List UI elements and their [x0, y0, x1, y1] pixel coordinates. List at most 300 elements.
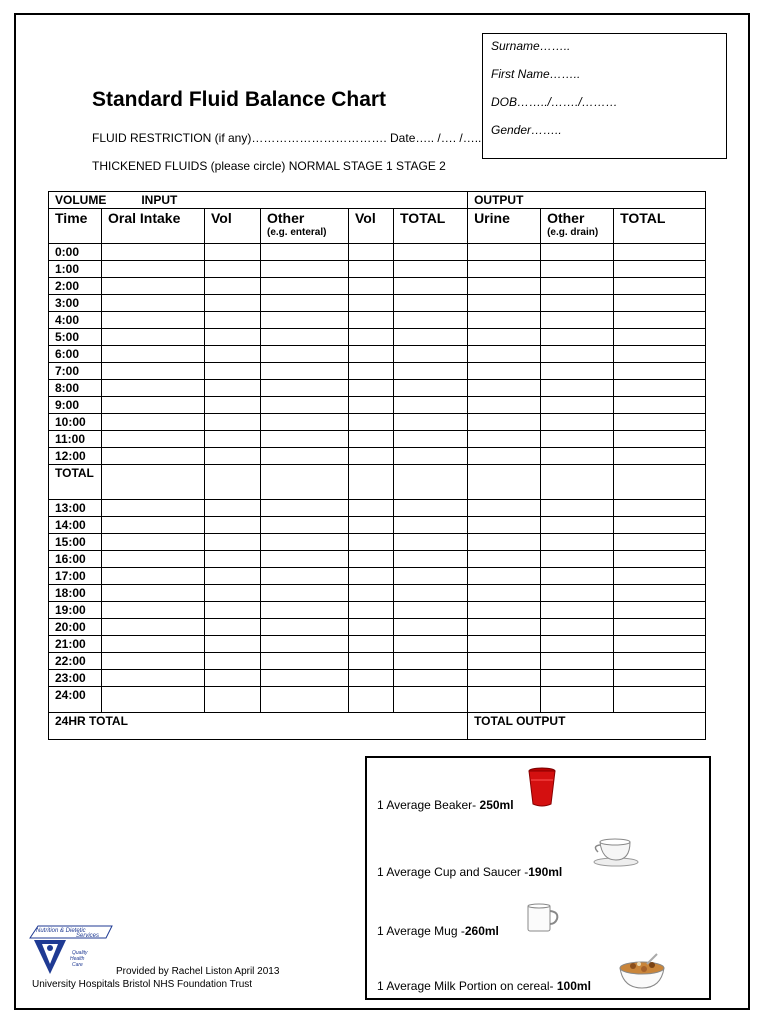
- entry-cell[interactable]: [205, 551, 261, 568]
- gender-field: Gender……..: [491, 123, 562, 137]
- entry-cell[interactable]: [468, 431, 541, 448]
- total-output-label: TOTAL OUTPUT: [468, 713, 706, 740]
- table-column-header: [49, 209, 706, 244]
- entry-cell[interactable]: [261, 653, 349, 670]
- entry-cell[interactable]: [468, 517, 541, 534]
- input-label: INPUT: [141, 193, 178, 207]
- entry-cell[interactable]: [102, 687, 205, 713]
- entry-cell[interactable]: [102, 568, 205, 585]
- col-other-output-sub: (e.g. drain): [547, 227, 599, 238]
- entry-cell[interactable]: [468, 329, 541, 346]
- entry-cell[interactable]: [205, 414, 261, 431]
- time-cell: 24:00: [49, 687, 102, 713]
- fluid-balance-table: [48, 191, 706, 740]
- entry-cell[interactable]: [349, 363, 394, 380]
- surname-field: Surname……..: [491, 39, 571, 53]
- table-row: [49, 244, 706, 261]
- entry-cell[interactable]: [541, 585, 614, 602]
- col-other-output-label: Other: [547, 210, 585, 226]
- entry-cell[interactable]: [205, 619, 261, 636]
- entry-cell[interactable]: [102, 397, 205, 414]
- entry-cell[interactable]: [205, 244, 261, 261]
- entry-cell[interactable]: [102, 585, 205, 602]
- entry-cell[interactable]: [468, 363, 541, 380]
- entry-cell[interactable]: [541, 295, 614, 312]
- entry-cell[interactable]: [261, 397, 349, 414]
- entry-cell[interactable]: [614, 329, 706, 346]
- entry-cell[interactable]: [261, 670, 349, 687]
- entry-cell[interactable]: [468, 397, 541, 414]
- entry-cell[interactable]: [349, 329, 394, 346]
- entry-cell[interactable]: [349, 568, 394, 585]
- entry-cell[interactable]: [541, 534, 614, 551]
- entry-cell[interactable]: [394, 380, 468, 397]
- entry-cell[interactable]: [541, 670, 614, 687]
- table-row: [49, 551, 706, 568]
- table-row: [49, 585, 706, 602]
- entry-cell[interactable]: [349, 346, 394, 363]
- entry-cell[interactable]: [614, 278, 706, 295]
- entry-cell[interactable]: [541, 687, 614, 713]
- entry-cell[interactable]: [261, 619, 349, 636]
- entry-cell[interactable]: [349, 465, 394, 500]
- entry-cell[interactable]: [102, 329, 205, 346]
- entry-cell[interactable]: [205, 534, 261, 551]
- entry-cell[interactable]: [614, 244, 706, 261]
- entry-cell[interactable]: [205, 670, 261, 687]
- entry-cell[interactable]: [205, 329, 261, 346]
- entry-cell[interactable]: [205, 687, 261, 713]
- entry-cell[interactable]: [394, 534, 468, 551]
- entry-cell[interactable]: [614, 636, 706, 653]
- time-cell: 1:00: [49, 261, 102, 278]
- table-row: [49, 500, 706, 517]
- time-cell: 3:00: [49, 295, 102, 312]
- entry-cell[interactable]: [394, 261, 468, 278]
- entry-cell[interactable]: [394, 244, 468, 261]
- entry-cell[interactable]: [541, 278, 614, 295]
- entry-cell[interactable]: [205, 295, 261, 312]
- entry-cell[interactable]: [468, 653, 541, 670]
- entry-cell[interactable]: [205, 568, 261, 585]
- entry-cell[interactable]: [541, 568, 614, 585]
- entry-cell[interactable]: [614, 602, 706, 619]
- time-cell: 11:00: [49, 431, 102, 448]
- entry-cell[interactable]: [205, 261, 261, 278]
- entry-cell[interactable]: [394, 500, 468, 517]
- col-oral-intake: Oral Intake: [102, 209, 205, 244]
- table-row: [49, 687, 706, 713]
- entry-cell[interactable]: [102, 244, 205, 261]
- entry-cell[interactable]: [468, 585, 541, 602]
- entry-cell[interactable]: [394, 568, 468, 585]
- entry-cell[interactable]: [205, 653, 261, 670]
- time-cell: 10:00: [49, 414, 102, 431]
- table-row: [49, 380, 706, 397]
- entry-cell[interactable]: [541, 500, 614, 517]
- entry-cell[interactable]: [394, 619, 468, 636]
- entry-cell[interactable]: [261, 261, 349, 278]
- table-row: [49, 653, 706, 670]
- entry-cell[interactable]: [468, 465, 541, 500]
- entry-cell[interactable]: [394, 465, 468, 500]
- svg-text:Health: Health: [70, 956, 85, 962]
- entry-cell[interactable]: [102, 465, 205, 500]
- entry-cell[interactable]: [261, 636, 349, 653]
- entry-cell[interactable]: [614, 670, 706, 687]
- entry-cell[interactable]: [261, 448, 349, 465]
- entry-cell[interactable]: [614, 363, 706, 380]
- entry-cell[interactable]: [261, 534, 349, 551]
- entry-cell[interactable]: [541, 619, 614, 636]
- col-time: Time: [49, 209, 102, 244]
- entry-cell[interactable]: [261, 346, 349, 363]
- entry-cell[interactable]: [102, 517, 205, 534]
- entry-cell[interactable]: [349, 636, 394, 653]
- entry-cell[interactable]: [541, 397, 614, 414]
- entry-cell[interactable]: [205, 500, 261, 517]
- entry-cell[interactable]: [102, 500, 205, 517]
- time-cell: 4:00: [49, 312, 102, 329]
- entry-cell[interactable]: [394, 517, 468, 534]
- entry-cell[interactable]: [349, 619, 394, 636]
- time-cell: 15:00: [49, 534, 102, 551]
- entry-cell[interactable]: [541, 653, 614, 670]
- entry-cell[interactable]: [349, 278, 394, 295]
- entry-cell[interactable]: [349, 414, 394, 431]
- entry-cell[interactable]: [205, 636, 261, 653]
- entry-cell[interactable]: [394, 414, 468, 431]
- entry-cell[interactable]: [102, 346, 205, 363]
- entry-cell[interactable]: [614, 687, 706, 713]
- entry-cell[interactable]: [205, 380, 261, 397]
- time-cell: 13:00: [49, 500, 102, 517]
- time-cell: TOTAL: [49, 465, 102, 500]
- table-row: [49, 670, 706, 687]
- entry-cell[interactable]: [102, 602, 205, 619]
- volume-label: VOLUME: [55, 193, 107, 207]
- entry-cell[interactable]: [394, 585, 468, 602]
- entry-cell[interactable]: [349, 670, 394, 687]
- entry-cell[interactable]: [468, 602, 541, 619]
- guide-beaker-text: 1 Average Beaker-: [377, 798, 480, 812]
- entry-cell[interactable]: [468, 244, 541, 261]
- entry-cell[interactable]: [614, 551, 706, 568]
- entry-cell[interactable]: [394, 636, 468, 653]
- entry-cell[interactable]: [205, 278, 261, 295]
- entry-cell[interactable]: [205, 585, 261, 602]
- entry-cell[interactable]: [261, 585, 349, 602]
- guide-mug-text: 1 Average Mug -: [377, 924, 465, 938]
- time-cell: 0:00: [49, 244, 102, 261]
- entry-cell[interactable]: [394, 653, 468, 670]
- table-row: [49, 448, 706, 465]
- entry-cell[interactable]: [102, 312, 205, 329]
- table-row: [49, 346, 706, 363]
- red-cup-icon: [527, 766, 557, 808]
- cereal-bowl-icon: [617, 952, 667, 990]
- svg-text:Nutrition & Dietetic: Nutrition & Dietetic: [36, 928, 86, 934]
- entry-cell[interactable]: [261, 517, 349, 534]
- entry-cell[interactable]: [541, 244, 614, 261]
- table-group-header: [49, 192, 706, 209]
- entry-cell[interactable]: [541, 465, 614, 500]
- entry-cell[interactable]: [468, 261, 541, 278]
- entry-cell[interactable]: [261, 363, 349, 380]
- entry-cell[interactable]: [349, 653, 394, 670]
- entry-cell[interactable]: [261, 295, 349, 312]
- entry-cell[interactable]: [205, 397, 261, 414]
- entry-cell[interactable]: [468, 636, 541, 653]
- entry-cell[interactable]: [261, 568, 349, 585]
- time-cell: 2:00: [49, 278, 102, 295]
- entry-cell[interactable]: [394, 363, 468, 380]
- entry-cell[interactable]: [349, 500, 394, 517]
- fluid-restriction-line: FLUID RESTRICTION (if any)……………………………. Date….. /…. /…..: [92, 131, 482, 145]
- time-cell: 5:00: [49, 329, 102, 346]
- entry-cell[interactable]: [205, 465, 261, 500]
- thickened-fluids-line: THICKENED FLUIDS (please circle) NORMAL STAGE 1 STAGE 2: [92, 159, 446, 173]
- entry-cell[interactable]: [468, 380, 541, 397]
- entry-cell[interactable]: [205, 312, 261, 329]
- entry-cell[interactable]: [614, 261, 706, 278]
- first-name-field: First Name……..: [491, 67, 581, 81]
- entry-cell[interactable]: [614, 500, 706, 517]
- table-row: [49, 465, 706, 500]
- entry-cell[interactable]: [541, 448, 614, 465]
- entry-cell[interactable]: [349, 312, 394, 329]
- time-cell: 16:00: [49, 551, 102, 568]
- col-other-input: [261, 209, 349, 244]
- entry-cell[interactable]: [614, 312, 706, 329]
- col-other-output: [541, 209, 614, 244]
- time-cell: 18:00: [49, 585, 102, 602]
- col-urine: Urine: [468, 209, 541, 244]
- entry-cell[interactable]: [614, 619, 706, 636]
- time-cell: 6:00: [49, 346, 102, 363]
- entry-cell[interactable]: [614, 585, 706, 602]
- table-row: [49, 414, 706, 431]
- entry-cell[interactable]: [102, 380, 205, 397]
- entry-cell[interactable]: [614, 568, 706, 585]
- entry-cell[interactable]: [394, 295, 468, 312]
- time-cell: 17:00: [49, 568, 102, 585]
- time-cell: 8:00: [49, 380, 102, 397]
- entry-cell[interactable]: [102, 619, 205, 636]
- entry-cell[interactable]: [261, 465, 349, 500]
- entry-cell[interactable]: [261, 602, 349, 619]
- entry-cell[interactable]: [541, 551, 614, 568]
- guide-beaker: [377, 798, 514, 812]
- entry-cell[interactable]: [394, 431, 468, 448]
- entry-cell[interactable]: [261, 380, 349, 397]
- entry-cell[interactable]: [261, 500, 349, 517]
- svg-text:Quality: Quality: [72, 950, 88, 956]
- entry-cell[interactable]: [261, 244, 349, 261]
- entry-cell[interactable]: [102, 534, 205, 551]
- entry-cell[interactable]: [614, 380, 706, 397]
- entry-cell[interactable]: [614, 465, 706, 500]
- entry-cell[interactable]: [394, 346, 468, 363]
- col-vol-2: Vol: [349, 209, 394, 244]
- time-cell: 22:00: [49, 653, 102, 670]
- guide-cup-amount: 190ml: [528, 865, 563, 879]
- entry-cell[interactable]: [205, 346, 261, 363]
- table-row: [49, 363, 706, 380]
- entry-cell[interactable]: [541, 261, 614, 278]
- entry-cell[interactable]: [102, 636, 205, 653]
- entry-cell[interactable]: [614, 448, 706, 465]
- svg-text:Care: Care: [72, 962, 83, 968]
- entry-cell[interactable]: [205, 431, 261, 448]
- entry-cell[interactable]: [349, 517, 394, 534]
- entry-cell[interactable]: [394, 329, 468, 346]
- entry-cell[interactable]: [468, 414, 541, 431]
- entry-cell[interactable]: [541, 517, 614, 534]
- table-row: [49, 397, 706, 414]
- table-row: [49, 431, 706, 448]
- entry-cell[interactable]: [102, 448, 205, 465]
- entry-cell[interactable]: [261, 278, 349, 295]
- volume-guide-box: [365, 756, 711, 1000]
- entry-cell[interactable]: [205, 517, 261, 534]
- entry-cell[interactable]: [349, 380, 394, 397]
- entry-cell[interactable]: [468, 551, 541, 568]
- entry-cell[interactable]: [349, 448, 394, 465]
- entry-cell[interactable]: [261, 687, 349, 713]
- entry-cell[interactable]: [541, 346, 614, 363]
- entry-cell[interactable]: [349, 551, 394, 568]
- table-summary-row: [49, 713, 706, 740]
- guide-cup-text: 1 Average Cup and Saucer -: [377, 865, 529, 879]
- entry-cell[interactable]: [394, 278, 468, 295]
- entry-cell[interactable]: [394, 670, 468, 687]
- guide-beaker-amount: 250ml: [479, 798, 514, 812]
- entry-cell[interactable]: [349, 397, 394, 414]
- entry-cell[interactable]: [468, 534, 541, 551]
- entry-cell[interactable]: [468, 568, 541, 585]
- cup-and-saucer-icon: [592, 836, 640, 868]
- page-title: Standard Fluid Balance Chart: [92, 88, 387, 111]
- entry-cell[interactable]: [261, 329, 349, 346]
- time-cell: 21:00: [49, 636, 102, 653]
- col-total-output: TOTAL: [614, 209, 706, 244]
- entry-cell[interactable]: [541, 414, 614, 431]
- entry-cell[interactable]: [614, 397, 706, 414]
- table-row: [49, 261, 706, 278]
- entry-cell[interactable]: [261, 551, 349, 568]
- table-row: [49, 278, 706, 295]
- entry-cell[interactable]: [468, 278, 541, 295]
- entry-cell[interactable]: [541, 602, 614, 619]
- provided-by-text: Provided by Rachel Liston April 2013: [116, 966, 280, 977]
- entry-cell[interactable]: [614, 346, 706, 363]
- entry-cell[interactable]: [261, 414, 349, 431]
- entry-cell[interactable]: [102, 653, 205, 670]
- entry-cell[interactable]: [394, 551, 468, 568]
- entry-cell[interactable]: [349, 602, 394, 619]
- entry-cell[interactable]: [541, 380, 614, 397]
- table-row: [49, 602, 706, 619]
- table-row: [49, 312, 706, 329]
- entry-cell[interactable]: [394, 687, 468, 713]
- entry-cell[interactable]: [349, 244, 394, 261]
- table-row: [49, 619, 706, 636]
- entry-cell[interactable]: [261, 312, 349, 329]
- entry-cell[interactable]: [102, 414, 205, 431]
- guide-milk-text: 1 Average Milk Portion on cereal-: [377, 979, 557, 993]
- entry-cell[interactable]: [349, 295, 394, 312]
- entry-cell[interactable]: [102, 278, 205, 295]
- entry-cell[interactable]: [468, 619, 541, 636]
- entry-cell[interactable]: [614, 414, 706, 431]
- entry-cell[interactable]: [261, 431, 349, 448]
- entry-cell[interactable]: [541, 431, 614, 448]
- total-24hr-label: 24HR TOTAL: [49, 713, 468, 740]
- table-row: [49, 517, 706, 534]
- entry-cell[interactable]: [614, 431, 706, 448]
- entry-cell[interactable]: [614, 295, 706, 312]
- entry-cell[interactable]: [614, 517, 706, 534]
- entry-cell[interactable]: [394, 448, 468, 465]
- patient-details-box: [482, 33, 727, 159]
- entry-cell[interactable]: [349, 585, 394, 602]
- time-cell: 19:00: [49, 602, 102, 619]
- entry-cell[interactable]: [205, 602, 261, 619]
- entry-cell[interactable]: [468, 448, 541, 465]
- entry-cell[interactable]: [349, 431, 394, 448]
- time-cell: 20:00: [49, 619, 102, 636]
- table-row: [49, 329, 706, 346]
- entry-cell[interactable]: [349, 261, 394, 278]
- entry-cell[interactable]: [394, 397, 468, 414]
- entry-cell[interactable]: [541, 636, 614, 653]
- entry-cell[interactable]: [102, 670, 205, 687]
- entry-cell[interactable]: [468, 312, 541, 329]
- entry-cell[interactable]: [102, 431, 205, 448]
- svg-text:Services: Services: [76, 933, 100, 939]
- entry-cell[interactable]: [468, 687, 541, 713]
- entry-cell[interactable]: [614, 653, 706, 670]
- mug-icon: [525, 902, 561, 934]
- entry-cell[interactable]: [394, 312, 468, 329]
- entry-cell[interactable]: [541, 312, 614, 329]
- time-cell: 7:00: [49, 363, 102, 380]
- entry-cell[interactable]: [102, 363, 205, 380]
- entry-cell[interactable]: [102, 261, 205, 278]
- entry-cell[interactable]: [205, 363, 261, 380]
- entry-cell[interactable]: [468, 295, 541, 312]
- dob-field: DOB……../……./………: [491, 95, 618, 109]
- entry-cell[interactable]: [541, 329, 614, 346]
- entry-cell[interactable]: [102, 551, 205, 568]
- time-cell: 9:00: [49, 397, 102, 414]
- entry-cell[interactable]: [541, 363, 614, 380]
- col-total-input: TOTAL: [394, 209, 468, 244]
- entry-cell[interactable]: [468, 346, 541, 363]
- col-other-input-label: Other: [267, 210, 305, 226]
- entry-cell[interactable]: [205, 448, 261, 465]
- entry-cell[interactable]: [349, 534, 394, 551]
- entry-cell[interactable]: [102, 295, 205, 312]
- entry-cell[interactable]: [468, 500, 541, 517]
- entry-cell[interactable]: [349, 687, 394, 713]
- guide-milk-amount: 100ml: [556, 979, 591, 993]
- entry-cell[interactable]: [394, 602, 468, 619]
- entry-cell[interactable]: [468, 670, 541, 687]
- input-group-header: [49, 192, 468, 209]
- entry-cell[interactable]: [614, 534, 706, 551]
